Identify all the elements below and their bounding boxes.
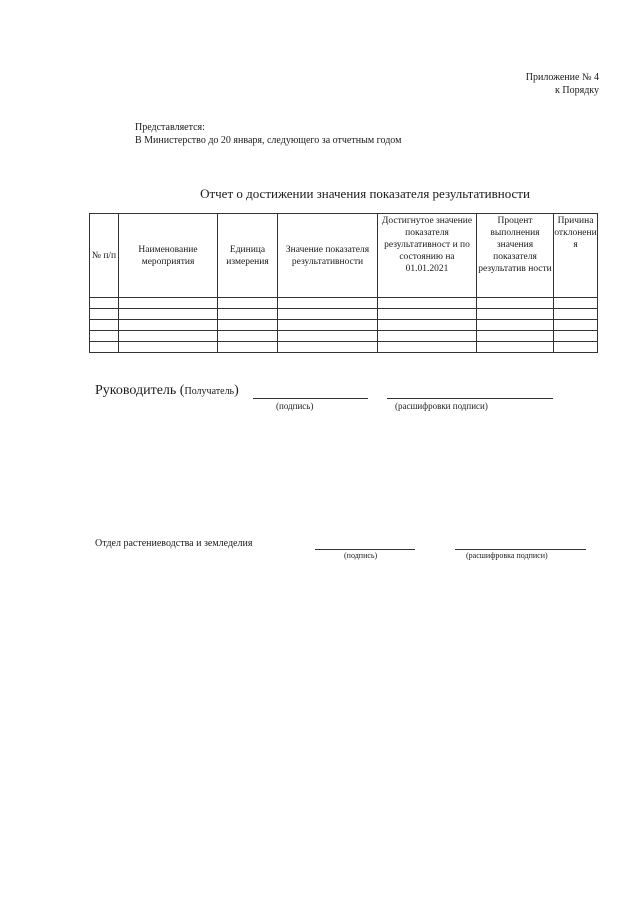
table-cell [218, 320, 278, 331]
table-cell [477, 342, 554, 353]
table-row [90, 342, 598, 353]
head-signature-caption: (подпись) [276, 401, 314, 411]
head-label-recipient: Получатель [184, 386, 235, 397]
table-row [90, 320, 598, 331]
table-cell [554, 320, 598, 331]
appendix-note [526, 71, 599, 97]
head-decoding-caption: (расшифровки подписи) [395, 401, 488, 411]
table-cell [90, 309, 119, 320]
head-label-close: ) [234, 383, 239, 398]
report-title: Отчет о достижении значения показателя результативности [200, 186, 530, 201]
col-unit-header: Единица измерения [218, 214, 278, 298]
table-row [90, 331, 598, 342]
col-number-header: № п/п [90, 214, 119, 298]
table-cell [90, 331, 119, 342]
table-cell [477, 320, 554, 331]
table-header-row [90, 214, 598, 298]
department-signature-caption: (подпись) [344, 551, 378, 560]
appendix-order: к Порядку [555, 85, 599, 96]
table-cell [90, 342, 119, 353]
table-cell [477, 298, 554, 309]
table-cell [378, 309, 477, 320]
head-label-main: Руководитель ( [95, 383, 185, 398]
table-row [90, 298, 598, 309]
table-cell [554, 298, 598, 309]
report-table [89, 213, 598, 353]
table-cell [378, 298, 477, 309]
table-cell [119, 309, 218, 320]
table-cell [119, 320, 218, 331]
table-cell [90, 298, 119, 309]
head-signature-label [95, 383, 239, 399]
table-cell [119, 342, 218, 353]
col-activity-header: Наименование мероприятия [119, 214, 218, 298]
table-row [90, 309, 598, 320]
head-signature-line [253, 383, 368, 399]
table-cell [278, 320, 378, 331]
table-cell [278, 342, 378, 353]
table-cell [554, 342, 598, 353]
department-decoding-line [455, 537, 586, 550]
head-decoding-line [387, 383, 553, 399]
department-signature-label: Отдел растениеводства и земледелия [95, 538, 253, 549]
submission-note [135, 121, 401, 147]
table-cell [218, 331, 278, 342]
submission-deadline: В Министерство до 20 января, следующего за отчетным годом [135, 135, 402, 146]
table-cell [378, 331, 477, 342]
table-cell [554, 331, 598, 342]
table-cell [477, 331, 554, 342]
table-cell [278, 309, 378, 320]
table-cell [119, 298, 218, 309]
table-cell [378, 320, 477, 331]
table-cell [90, 320, 119, 331]
col-target-value-header: Значение показателя результативности [278, 214, 378, 298]
table-cell [278, 331, 378, 342]
table-cell [278, 298, 378, 309]
appendix-number: Приложение № 4 [525, 72, 599, 83]
col-completion-percent-header: Процент выполнения значения показателя результатив ности [477, 214, 554, 298]
table-cell [218, 309, 278, 320]
table-cell [477, 309, 554, 320]
col-deviation-reason-header: Причина отклонени я [554, 214, 598, 298]
submission-label: Представляется: [135, 122, 205, 133]
col-achieved-value-header: Достигнутое значение показателя результативност и по состоянию на 01.01.2021 [378, 214, 477, 298]
table-cell [554, 309, 598, 320]
table-cell [119, 331, 218, 342]
table-cell [218, 298, 278, 309]
department-decoding-caption: (расшифровка подписи) [466, 551, 548, 560]
department-signature-line [315, 537, 415, 550]
table-cell [218, 342, 278, 353]
table-cell [378, 342, 477, 353]
